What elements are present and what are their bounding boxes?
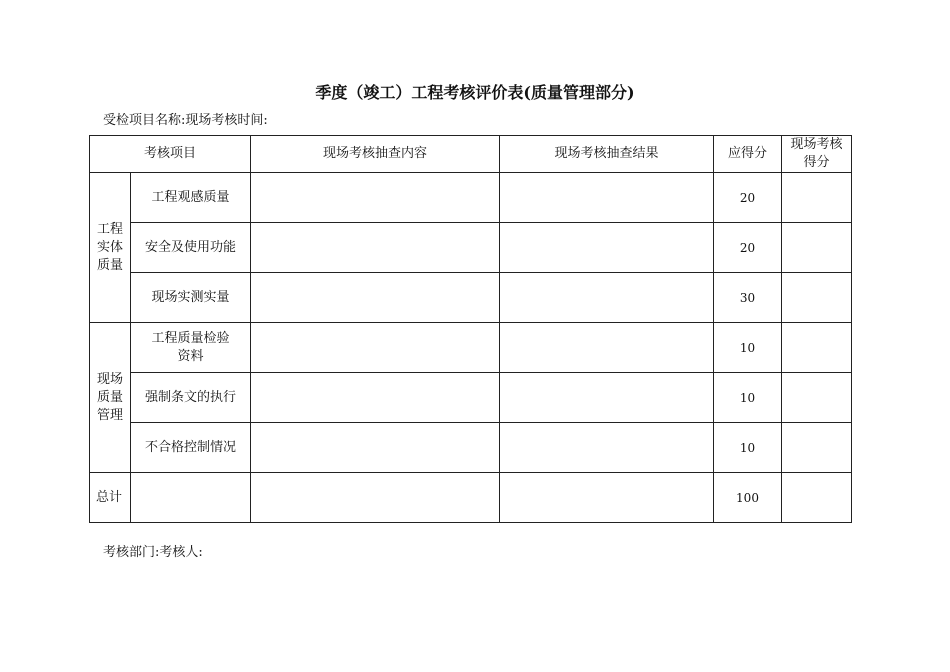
item-cell: 现场实测实量 <box>131 273 251 323</box>
due-score-cell: 10 <box>714 323 782 373</box>
table-row <box>90 423 852 473</box>
content-cell[interactable] <box>251 223 500 273</box>
total-row <box>90 473 852 523</box>
actual-score-cell[interactable] <box>782 373 852 423</box>
content-cell[interactable] <box>251 423 500 473</box>
actual-score-cell[interactable] <box>782 323 852 373</box>
table-row <box>90 323 852 373</box>
due-score-cell: 20 <box>714 173 782 223</box>
actual-score-cell[interactable] <box>782 173 852 223</box>
group-label-entity-quality: 工程实体质量 <box>90 173 131 323</box>
actual-score-cell[interactable] <box>782 223 852 273</box>
due-score-cell: 30 <box>714 273 782 323</box>
result-cell[interactable] <box>500 323 714 373</box>
actual-score-cell[interactable] <box>782 423 852 473</box>
total-score-cell: 100 <box>714 473 782 523</box>
table-header-row <box>90 136 852 173</box>
result-cell[interactable] <box>500 373 714 423</box>
total-label: 总计 <box>90 473 131 523</box>
actual-score-cell[interactable] <box>782 273 852 323</box>
content-cell[interactable] <box>251 373 500 423</box>
header-item: 考核项目 <box>90 136 251 173</box>
inspection-meta-line: 受检项目名称:现场考核时间: <box>103 113 268 128</box>
item-cell: 不合格控制情况 <box>131 423 251 473</box>
result-cell[interactable] <box>500 423 714 473</box>
header-due-score: 应得分 <box>714 136 782 173</box>
item-cell: 强制条文的执行 <box>131 373 251 423</box>
content-cell[interactable] <box>251 323 500 373</box>
header-result: 现场考核抽查结果 <box>500 136 714 173</box>
item-cell: 安全及使用功能 <box>131 223 251 273</box>
due-score-cell: 10 <box>714 423 782 473</box>
document-title: 季度（竣工）工程考核评价表(质量管理部分) <box>315 83 635 102</box>
total-item-cell[interactable] <box>131 473 251 523</box>
evaluation-table <box>89 135 852 523</box>
total-actual-score-cell[interactable] <box>782 473 852 523</box>
due-score-cell: 20 <box>714 223 782 273</box>
group-label-site-management: 现场质量管理 <box>90 323 131 473</box>
table-row <box>90 273 852 323</box>
due-score-cell: 10 <box>714 373 782 423</box>
header-actual-score: 现场考核得分 <box>782 136 852 173</box>
total-content-cell[interactable] <box>251 473 500 523</box>
item-cell: 工程质量检验资料 <box>131 323 251 373</box>
footer-signature-line: 考核部门:考核人: <box>103 545 203 560</box>
result-cell[interactable] <box>500 173 714 223</box>
result-cell[interactable] <box>500 223 714 273</box>
item-cell: 工程观感质量 <box>131 173 251 223</box>
table-row <box>90 223 852 273</box>
result-cell[interactable] <box>500 273 714 323</box>
table-row <box>90 373 852 423</box>
total-result-cell[interactable] <box>500 473 714 523</box>
header-content: 现场考核抽查内容 <box>251 136 500 173</box>
content-cell[interactable] <box>251 173 500 223</box>
table-row <box>90 173 852 223</box>
content-cell[interactable] <box>251 273 500 323</box>
